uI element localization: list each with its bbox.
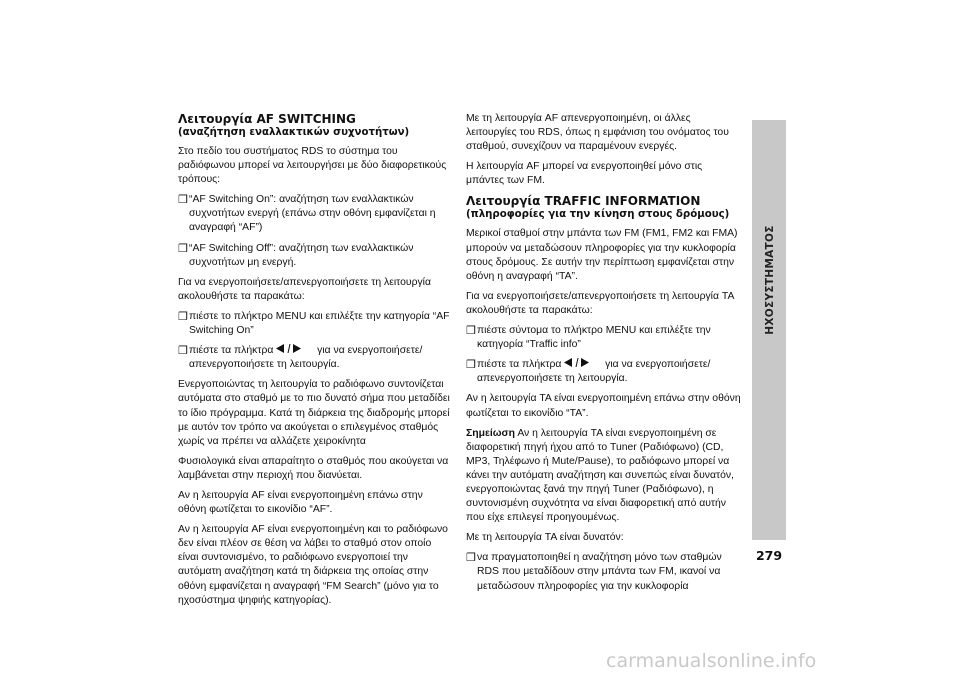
checkbox-bullet-icon: ❒ [466, 552, 476, 565]
list-item: ❒ “AF Switching On”: αναζήτηση των εναλλακτικών συχνοτήτων ενεργή (επάνω στην οθόνη εμφανίζεται η αναγραφή “AF”) [178, 193, 450, 235]
watermark: carmanualsonline.info [606, 650, 817, 672]
section-subtitle-ta: (πληροφορίες για την κίνηση στους δρόμους) [466, 209, 730, 221]
checkbox-bullet-icon: ❒ [466, 325, 476, 338]
list-item: ❒ πιέστε τα πλήκτρα για να ενεργοποιήσετε/απενεργοποιήσετε τη λειτουργία. [466, 358, 742, 386]
list-item: ❒ “AF Switching Off”: αναζήτηση των εναλλακτικών συχνοτήτων μη ενεργή. [178, 242, 450, 270]
list-item: ❒ πιέστε σύντομα το πλήκτρο MENU και επιλέξτε την κατηγορία “Traffic info” [466, 324, 742, 352]
checkbox-bullet-icon: ❒ [466, 359, 476, 372]
paragraph: Με τη λειτουργία TA είναι δυνατόν: [466, 532, 624, 544]
chapter-tab-label: ΗΧΟΣΥΣΤΗΜΑΤΟΣ [764, 225, 776, 335]
note-paragraph: Σημείωση Αν η λειτουργία TA είναι ενεργοποιημένη σε διαφορετική πηγή ήχου από το Tuner (Ραδιόφωνο) (CD, MP3, Τηλέφωνο ή Mute/Pause), το ραδιόφωνο μπορεί να κάνει την αυτόματη αναζήτηση και συνεπώς είναι δυνατόν, ενεργοποιώντας ξανά την πηγή Tuner (Ραδιόφωνο), η συντονισμένη συχνότητα να είναι διαφορετική από αυτήν που είχε επιλεγεί προηγουμένως. [466, 427, 734, 524]
paragraph: Αν η λειτουργία AF είναι ενεργοποιημένη και το ραδιόφωνο δεν είναι πλέον σε θέση να λάβει το σταθμό στον οποίο είναι συντονισμένο, το ραδιόφωνο ενεργοποιεί την αυτόματη αναζήτηση κατά τη διάρκεια της οποίας στην οθόνη εμφανίζεται η αναγραφή “FM Search” (μόνο για το ηχοσύστημα ψηφιής κατηγορίας). [178, 524, 448, 606]
paragraph: Για να ενεργοποιήσετε/απενεργοποιήσετε τη λειτουργία TA ακολουθήστε τα παρακάτω: [466, 290, 734, 316]
checkbox-bullet-icon: ❒ [178, 310, 188, 323]
paragraph: Η λειτουργία AF μπορεί να ενεργοποιηθεί μόνο στις μπάντες των FM. [466, 161, 703, 187]
paragraph: Με τη λειτουργία AF απενεργοποιημένη, οι άλλες λειτουργίες του RDS, όπως η εμφάνιση του ονόματος του σταθμού, συνεχίζουν να παραμένουν ενεργές. [466, 113, 729, 153]
paragraph: Αν η λειτουργία TA είναι ενεργοποιημένη επάνω στην οθόνη φωτίζεται το εικονίδιο “TA”. [466, 393, 741, 419]
list-item: ❒ να πραγματοποιηθεί η αναζήτηση μόνο των σταθμών RDS που μεταδίδουν στην μπάντα των FM, ικανοί να μεταδώσουν πληροφορίες για την κυκλοφορία [466, 551, 742, 593]
section-title-af: Λειτουργία AF SWITCHING [178, 112, 356, 126]
checkbox-bullet-icon: ❒ [178, 242, 188, 255]
paragraph: Για να ενεργοποιήσετε/απενεργοποιήσετε τη λειτουργία ακολουθήστε τα παρακάτω: [178, 276, 431, 302]
paragraph: Φυσιολογικά είναι απαραίτητο ο σταθμός που ακούγεται να λαμβάνεται στην περιοχή που διανύεται. [178, 455, 449, 481]
list-item: ❒ πιέστε το πλήκτρο MENU και επιλέξτε την κατηγορία “AF Switching On” [178, 310, 450, 338]
checkbox-bullet-icon: ❒ [178, 194, 188, 207]
arrow-left-right-icon [276, 344, 314, 358]
section-title-ta: Λειτουργία TRAFFIC INFORMATION [466, 194, 701, 209]
section-subtitle-af: (αναζήτηση εναλλακτικών συχνοτήτων) [178, 127, 410, 138]
paragraph: Μερικοί σταθμοί στην μπάντα των FM (FM1, FM2 και FMA) μπορούν να μεταδώσουν πληροφορίες για την κυκλοφορία στους δρόμους. Σε αυτήν την περίπτωση εμφανίζεται στην οθόνη η αναγραφή “TA”. [466, 228, 738, 282]
paragraph: Αν η λειτουργία AF είναι ενεργοποιημένη επάνω στην οθόνη φωτίζεται το εικονίδιο “AF”. [178, 489, 423, 516]
paragraph: Ενεργοποιώντας τη λειτουργία το ραδιόφωνο συντονίζεται αυτόματα στο σταθμό με το πιο δυνατό σήμα που μεταδίδει το ίδιο πρόγραμμα. Κατά τη διάρκεια της διαδρομής μπορεί με αυτόν τον τρόπο να ακούγεται ο επιλεγμένος σταθμός χωρίς να πρέπει να αλλάζετε χειροκίνητα [178, 379, 450, 447]
left-column [178, 112, 450, 614]
page-number: 279 [755, 548, 783, 563]
note-label: Σημείωση [466, 427, 515, 439]
paragraph: Στο πεδίο του συστήματος RDS το σύστημα του ραδιόφωνου μπορεί να λειτουργήσει με δύο διαφορετικούς τρόπους: [178, 146, 447, 186]
arrow-left-right-icon [564, 358, 602, 372]
list-item: ❒ πιέστε τα πλήκτρα για να ενεργοποιήσετε/απενεργοποιήσετε τη λειτουργία. [178, 344, 450, 372]
checkbox-bullet-icon: ❒ [178, 345, 188, 358]
right-column [466, 112, 742, 600]
